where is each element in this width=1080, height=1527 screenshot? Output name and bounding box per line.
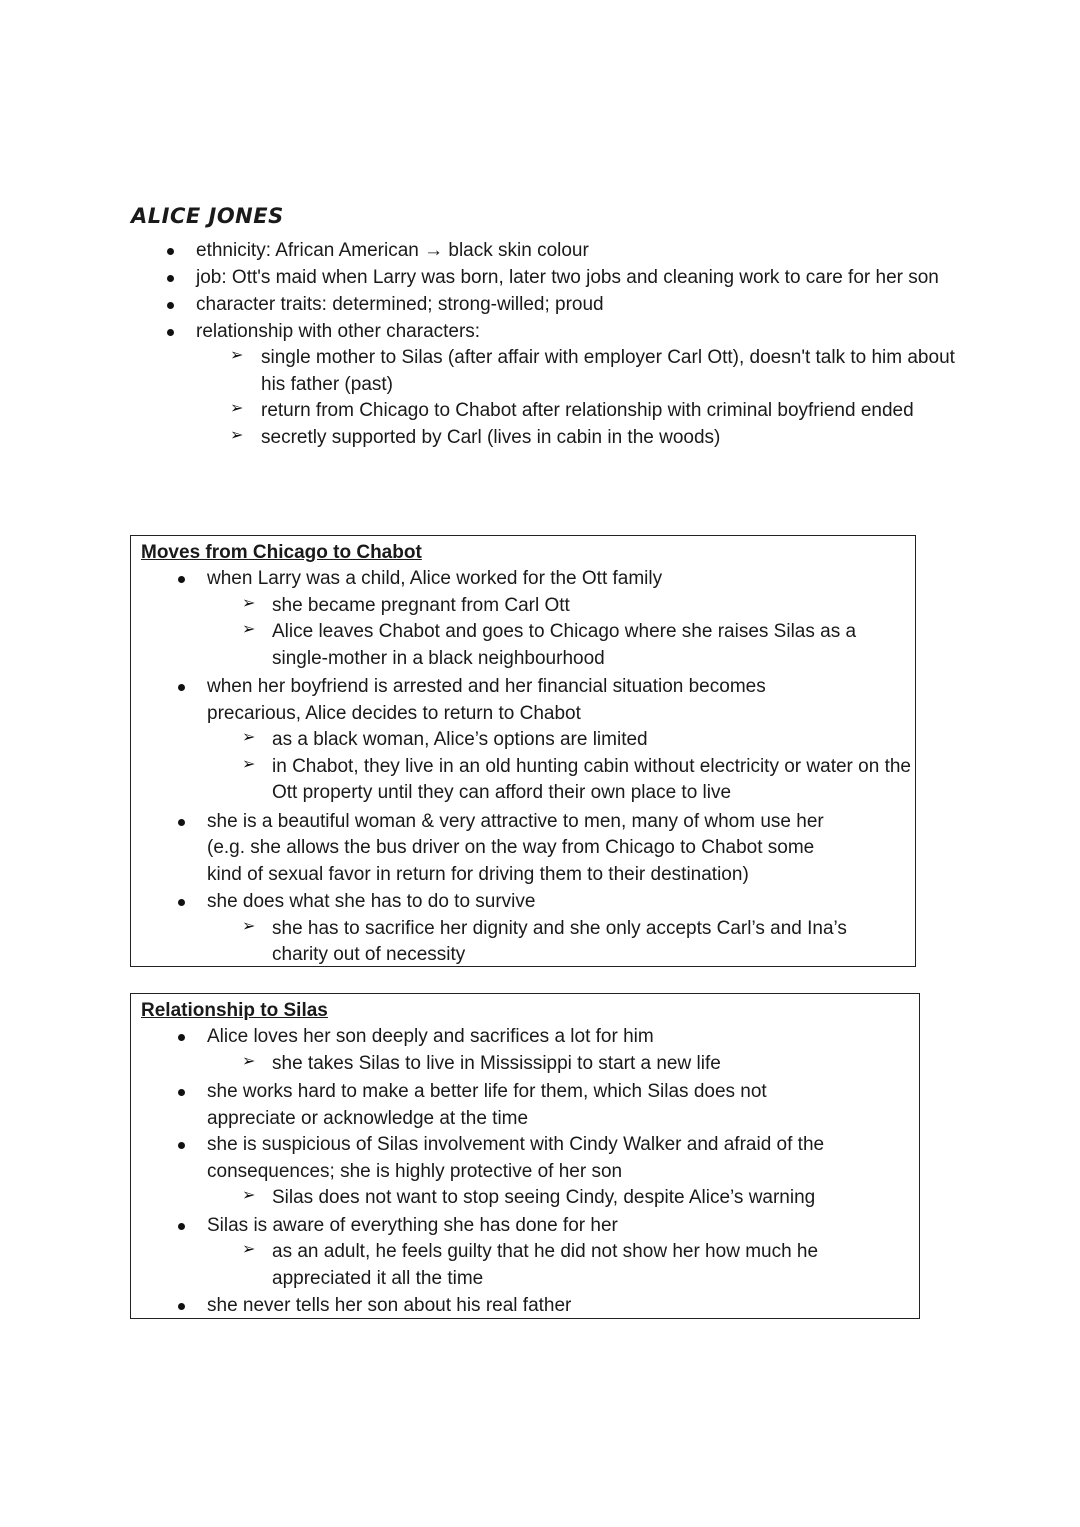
moves-from-chicago-box	[130, 535, 916, 967]
list-item-text: she works hard to make a better life for them, which Silas does not appreciate or acknowledge at the time	[207, 1081, 767, 1129]
bullet-icon	[178, 1089, 185, 1096]
sub-list-item	[141, 1051, 909, 1078]
list-item	[131, 319, 961, 346]
list-item	[141, 1293, 909, 1320]
intro-section	[131, 238, 961, 451]
sub-list-item	[131, 345, 961, 398]
box-heading: Moves from Chicago to Chabot	[141, 542, 422, 563]
list-item-text: Alice loves her son deeply and sacrifices a lot for him	[207, 1026, 654, 1047]
list-item	[141, 1024, 909, 1051]
sub-list-item-text: Alice leaves Chabot and goes to Chicago where she raises Silas as a single-mother in a black neighbourhood	[272, 621, 857, 669]
sub-list-item-text: she has to sacrifice her dignity and she only accepts Carl’s and Ina’s charity out of necessity	[272, 917, 847, 965]
list-item-text: she never tells her son about his real father	[207, 1295, 572, 1316]
list-item-text: when her boyfriend is arrested and her financial situation becomes precarious, Alice decides to return to Chabot	[207, 676, 766, 724]
list-item	[141, 889, 905, 916]
sub-list-item	[141, 1185, 909, 1212]
arrowhead-bullet-icon: ➢	[230, 400, 244, 417]
arrowhead-bullet-icon: ➢	[242, 594, 256, 612]
sub-list-item	[141, 754, 912, 807]
list-item	[141, 566, 905, 593]
list-item-text: ethnicity: African American → black skin colour	[196, 240, 589, 261]
sub-list-item	[131, 425, 961, 452]
list-item-text: character traits: determined; strong-willed; proud	[196, 294, 604, 315]
bullet-icon	[167, 275, 174, 282]
list-item-text: she is a beautiful woman & very attractive to men, many of whom use her (e.g. she allows the bus driver on the way from Chicago to Chabot some kind of sexual favor in return for driving them to their destination)	[207, 810, 824, 885]
bullet-icon	[178, 819, 185, 826]
list-item	[141, 674, 847, 727]
bullet-icon	[178, 576, 185, 583]
sub-list-item	[141, 727, 912, 754]
arrowhead-bullet-icon: ➢	[230, 347, 244, 364]
sub-list-item	[141, 593, 872, 620]
sub-list-item-text: she became pregnant from Carl Ott	[272, 594, 570, 616]
box-heading: Relationship to Silas	[141, 1000, 328, 1021]
bullet-icon	[178, 1034, 185, 1041]
bullet-icon	[167, 248, 174, 255]
list-item-text: Silas is aware of everything she has done for her	[207, 1214, 618, 1236]
arrowhead-bullet-icon: ➢	[242, 1187, 256, 1204]
sub-list-item	[141, 619, 872, 672]
list-item-text: job: Ott's maid when Larry was born, later two jobs and cleaning work to care for her son	[196, 266, 939, 288]
sub-list-item-text: as an adult, he feels guilty that he did not show her how much he appreciated it all the time	[272, 1241, 819, 1289]
bullet-icon	[178, 899, 185, 906]
page-title: ALICE JONES	[131, 204, 284, 228]
bullet-icon	[178, 1303, 185, 1310]
bullet-icon	[167, 329, 174, 336]
arrowhead-bullet-icon: ➢	[242, 729, 256, 746]
list-item	[141, 1132, 857, 1185]
list-item	[141, 809, 847, 889]
arrowhead-bullet-icon: ➢	[242, 1241, 256, 1258]
sub-list-item-text: Silas does not want to stop seeing Cindy, despite Alice’s warning	[272, 1187, 816, 1208]
bullet-icon	[178, 684, 185, 691]
bullet-icon	[167, 302, 174, 309]
list-item-text: when Larry was a child, Alice worked for the Ott family	[207, 568, 663, 589]
sub-list-item-text: in Chabot, they live in an old hunting cabin without electricity or water on the Ott property until they can afford their own place to live	[272, 755, 911, 803]
list-item	[131, 238, 961, 265]
list-item-text: relationship with other characters:	[196, 320, 481, 342]
sub-list-item	[141, 916, 882, 969]
arrowhead-bullet-icon: ➢	[242, 917, 256, 935]
list-item-text: she does what she has to do to survive	[207, 891, 536, 912]
sub-list-item-text: as a black woman, Alice’s options are limited	[272, 729, 648, 750]
sub-list-item	[141, 1239, 872, 1292]
relationship-to-silas-box	[130, 993, 920, 1319]
list-item	[141, 1079, 857, 1132]
list-item	[141, 1213, 909, 1240]
list-item	[131, 265, 976, 292]
arrowhead-bullet-icon: ➢	[242, 621, 256, 638]
sub-list-item-text: she takes Silas to live in Mississippi to start a new life	[272, 1052, 721, 1074]
arrowhead-bullet-icon: ➢	[230, 426, 244, 444]
arrowhead-bullet-icon: ➢	[242, 755, 256, 773]
list-item	[131, 292, 961, 319]
sub-list-item	[131, 398, 961, 425]
arrowhead-bullet-icon: ➢	[242, 1052, 256, 1070]
sub-list-item-text: single mother to Silas (after affair with employer Carl Ott), doesn't talk to him about his father (past)	[261, 347, 955, 395]
bullet-icon	[178, 1142, 185, 1149]
sub-list-item-text: secretly supported by Carl (lives in cabin in the woods)	[261, 426, 721, 448]
bullet-icon	[178, 1223, 185, 1230]
list-item-text: she is suspicious of Silas involvement with Cindy Walker and afraid of the consequences; she is highly protective of her son	[207, 1134, 825, 1182]
sub-list-item-text: return from Chicago to Chabot after relationship with criminal boyfriend ended	[261, 400, 914, 421]
